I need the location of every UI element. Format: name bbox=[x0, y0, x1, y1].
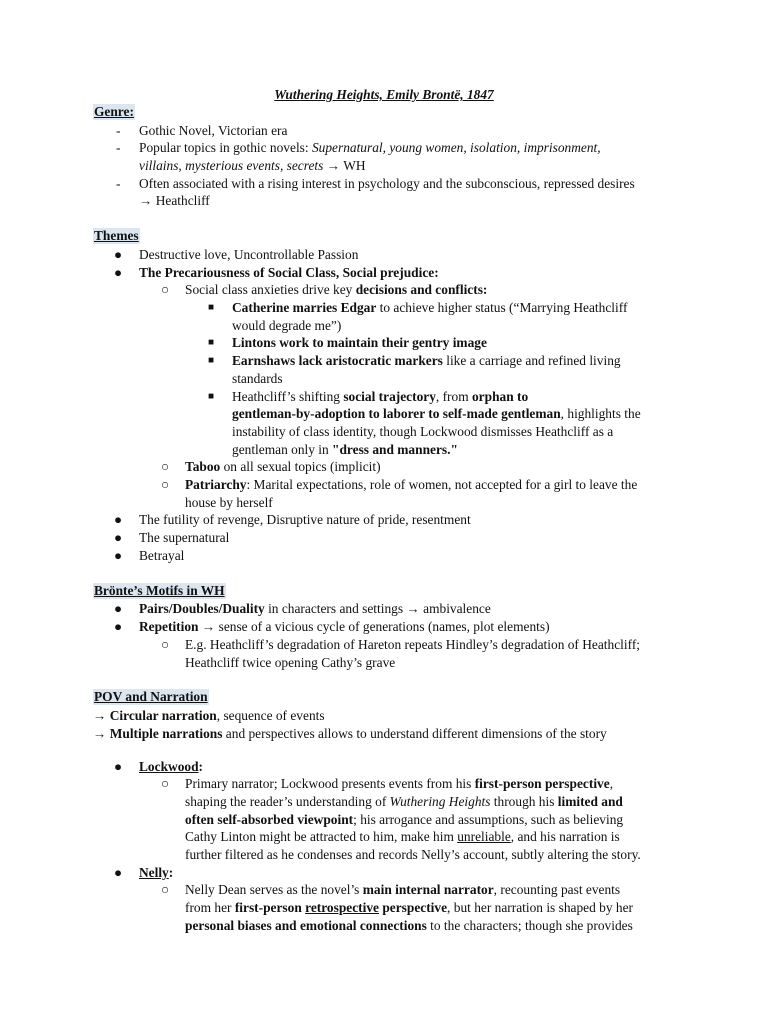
bullet-marker: ● bbox=[114, 247, 123, 262]
text-bold: Taboo bbox=[185, 459, 221, 474]
bullet-marker: ● bbox=[114, 512, 123, 527]
text: from her bbox=[185, 900, 235, 915]
theme-subsub-4-cont: instability of class identity, though Lockwood dismisses Heathcliff as a bbox=[232, 424, 614, 439]
text-bold-underline: Nelly bbox=[139, 865, 169, 880]
text: → bbox=[93, 726, 110, 741]
theme-subsub-1-cont: would degrade me”) bbox=[232, 318, 342, 333]
text-bold: often self-absorbed viewpoint bbox=[185, 812, 354, 827]
square-marker: ■ bbox=[208, 302, 215, 313]
text-bold: orphan to bbox=[471, 389, 529, 404]
text-bold: personal biases and emotional connections bbox=[185, 918, 427, 933]
text-italic: villains, mysterious events, secrets bbox=[139, 158, 324, 173]
text: Heathcliff’s shifting bbox=[232, 389, 344, 404]
text-bold: Earnshaws lack aristocratic markers bbox=[232, 353, 443, 368]
theme-subsub-4-cont bbox=[232, 441, 458, 458]
text-bold: decisions and conflicts: bbox=[355, 282, 488, 297]
genre-item-3-cont: → Heathcliff bbox=[139, 193, 210, 208]
pov-nelly bbox=[139, 864, 173, 881]
theme-subsub-4 bbox=[232, 388, 528, 405]
text: , but her narration is shaped by her bbox=[447, 900, 633, 915]
document-title: Wuthering Heights, Emily Brontë, 1847 bbox=[274, 87, 494, 102]
pov-arrow-2 bbox=[93, 725, 607, 742]
lockwood-line-5: further filtered as he condenses and records Nelly’s account, subtly altering the story. bbox=[185, 847, 641, 862]
bullet-marker: ● bbox=[114, 530, 123, 545]
motif-item-1 bbox=[139, 600, 491, 617]
theme-item-5: Betrayal bbox=[139, 548, 185, 563]
genre-item-2 bbox=[139, 139, 601, 156]
theme-subsub-4-cont bbox=[232, 405, 641, 422]
theme-sub-3 bbox=[185, 476, 637, 493]
text: Nelly Dean serves as the novel’s bbox=[185, 882, 363, 897]
motif-item-2 bbox=[139, 618, 550, 635]
text: like a carriage and refined living bbox=[442, 353, 621, 368]
text-bold: Lintons work to maintain their gentry image bbox=[232, 335, 487, 350]
text: : Marital expectations, role of women, not accepted for a girl to leave the bbox=[246, 477, 638, 492]
dash-marker: - bbox=[116, 140, 121, 155]
text: , and his narration is bbox=[510, 829, 620, 844]
lockwood-line-3 bbox=[185, 811, 623, 828]
text: Primary narrator; Lockwood presents events from his bbox=[185, 776, 475, 791]
text-bold: perspective bbox=[379, 900, 448, 915]
heading-genre: Genre: bbox=[94, 104, 134, 119]
text: → bbox=[93, 708, 110, 723]
text: gentleman only in bbox=[232, 442, 333, 457]
bullet-marker: ● bbox=[114, 548, 123, 563]
bullet-marker: ● bbox=[114, 619, 123, 634]
bullet-marker: ● bbox=[114, 265, 123, 280]
text: : bbox=[198, 759, 203, 774]
square-marker: ■ bbox=[208, 337, 215, 348]
text-bold: The Precariousness of Social Class, Social prejudice: bbox=[139, 265, 439, 280]
bullet-marker: ● bbox=[114, 865, 123, 880]
bullet-marker: ● bbox=[114, 601, 123, 616]
lockwood-line-2 bbox=[185, 793, 623, 810]
heading-themes: Themes bbox=[94, 228, 139, 243]
text-bold-underline: retrospective bbox=[305, 900, 379, 915]
dash-marker: - bbox=[116, 123, 121, 138]
text: ; his arrogance and assumptions, such as believing bbox=[353, 812, 624, 827]
text: Cathy Linton might be attracted to him, make him bbox=[185, 829, 458, 844]
circle-marker: ○ bbox=[161, 477, 170, 492]
heading-motifs: Brönte’s Motifs in WH bbox=[94, 583, 225, 598]
circle-marker: ○ bbox=[161, 282, 170, 297]
theme-sub-1 bbox=[185, 281, 487, 298]
square-marker: ■ bbox=[208, 355, 215, 366]
text: Popular topics in gothic novels: bbox=[139, 140, 312, 155]
theme-sub-3-cont: house by herself bbox=[185, 495, 273, 510]
text: through his bbox=[490, 794, 558, 809]
text: , bbox=[609, 776, 614, 791]
text: , recounting past events bbox=[493, 882, 621, 897]
text: → sense of a vicious cycle of generations (names, plot elements) bbox=[198, 619, 550, 634]
text: in characters and settings → ambivalence bbox=[264, 601, 491, 616]
text-bold: Repetition bbox=[139, 619, 199, 634]
text: , from bbox=[435, 389, 472, 404]
motif-sub-1-cont: Heathcliff twice opening Cathy’s grave bbox=[185, 655, 396, 670]
theme-subsub-3-cont: standards bbox=[232, 371, 283, 386]
text-bold-underline: Lockwood bbox=[139, 759, 199, 774]
text: → WH bbox=[323, 158, 366, 173]
pov-arrow-1 bbox=[93, 707, 325, 724]
text-bold: main internal narrator bbox=[362, 882, 494, 897]
pov-lockwood bbox=[139, 758, 203, 775]
text-bold: first-person bbox=[234, 900, 306, 915]
heading-pov: POV and Narration bbox=[94, 689, 208, 704]
text-bold: Catherine marries Edgar bbox=[232, 300, 377, 315]
lockwood-line-1 bbox=[185, 775, 613, 792]
theme-item-3: The futility of revenge, Disruptive nature of pride, resentment bbox=[139, 512, 471, 527]
theme-item-4: The supernatural bbox=[139, 530, 230, 545]
nelly-line-1 bbox=[185, 881, 620, 898]
text: on all sexual topics (implicit) bbox=[220, 459, 381, 474]
text-bold: Patriarchy bbox=[185, 477, 247, 492]
square-marker: ■ bbox=[208, 391, 215, 402]
text: and perspectives allows to understand different dimensions of the story bbox=[222, 726, 607, 741]
theme-subsub-1 bbox=[232, 299, 627, 316]
lockwood-line-4 bbox=[185, 828, 620, 845]
theme-item-1: Destructive love, Uncontrollable Passion bbox=[139, 247, 359, 262]
text-italic: Supernatural, young women, isolation, imprisonment, bbox=[311, 140, 601, 155]
text-bold: Circular narration bbox=[109, 708, 217, 723]
bullet-marker: ● bbox=[114, 759, 123, 774]
theme-subsub-2 bbox=[232, 334, 487, 351]
genre-item-3: Often associated with a rising interest in psychology and the subconscious, repressed desires bbox=[139, 176, 635, 191]
text: to the characters; though she provides bbox=[426, 918, 633, 933]
text: Social class anxieties drive key bbox=[185, 282, 356, 297]
nelly-line-3 bbox=[185, 917, 633, 934]
text: , highlights the bbox=[560, 406, 641, 421]
text: shaping the reader’s understanding of bbox=[185, 794, 390, 809]
nelly-line-2 bbox=[185, 899, 633, 916]
text-bold: limited and bbox=[557, 794, 623, 809]
text-bold: "dress and manners." bbox=[332, 442, 458, 457]
text-italic: Wuthering Heights bbox=[389, 794, 491, 809]
text-bold: Multiple narrations bbox=[109, 726, 223, 741]
text: : bbox=[168, 865, 174, 880]
circle-marker: ○ bbox=[161, 882, 170, 897]
genre-item-2-cont bbox=[139, 157, 366, 174]
theme-subsub-3 bbox=[232, 352, 621, 369]
text-underline: unreliable bbox=[457, 829, 511, 844]
dash-marker: - bbox=[116, 176, 121, 191]
theme-sub-2 bbox=[185, 458, 381, 475]
text: to achieve higher status (“Marrying Heathcliff bbox=[376, 300, 628, 315]
theme-item-2 bbox=[139, 264, 439, 281]
text-bold: social trajectory bbox=[343, 389, 436, 404]
text: , sequence of events bbox=[216, 708, 325, 723]
circle-marker: ○ bbox=[161, 776, 170, 791]
text-bold: first-person perspective bbox=[474, 776, 610, 791]
genre-item-1: Gothic Novel, Victorian era bbox=[139, 123, 288, 138]
motif-sub-1: E.g. Heathcliff’s degradation of Hareton repeats Hindley’s degradation of Heathcliff; bbox=[185, 637, 640, 652]
text-bold: gentleman-by-adoption to laborer to self-made gentleman bbox=[232, 406, 561, 421]
text-bold: Pairs/Doubles/Duality bbox=[139, 601, 265, 616]
circle-marker: ○ bbox=[161, 459, 170, 474]
circle-marker: ○ bbox=[161, 637, 170, 652]
